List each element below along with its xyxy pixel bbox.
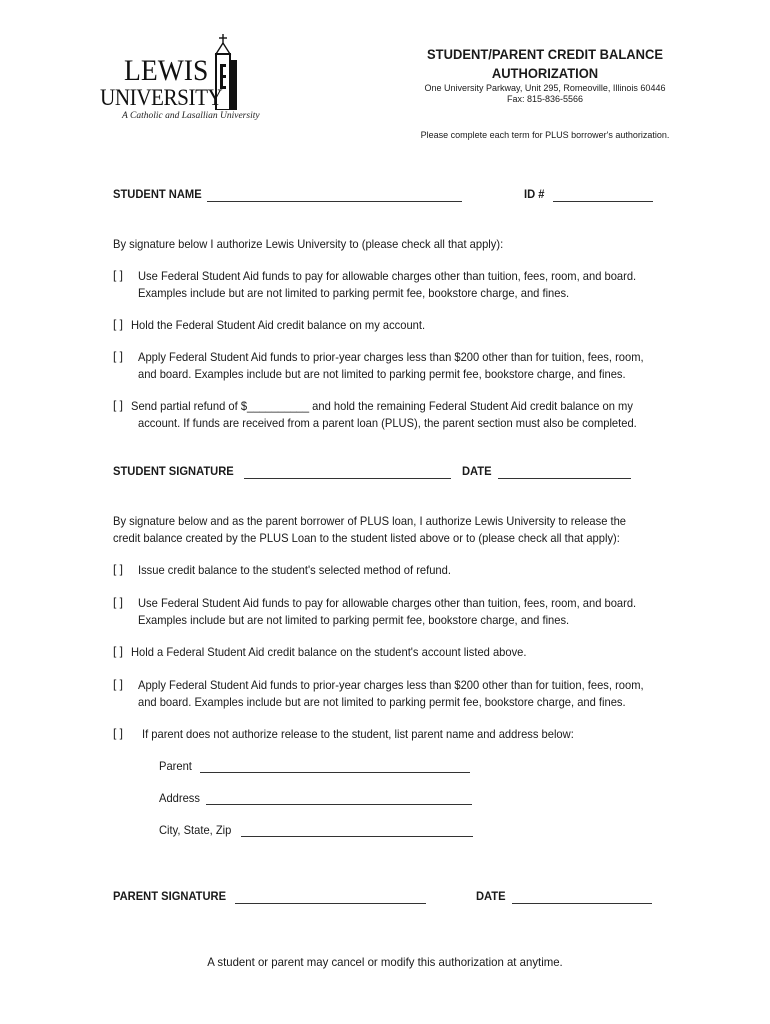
parent-option-5-line1: If parent does not authorize release to the student, list parent name and address below: [142, 727, 574, 741]
parent-option-3-line1: Hold a Federal Student Aid credit balance on the student's account listed above. [131, 645, 527, 659]
parent-address-label: Address [159, 791, 200, 805]
parent-city-label: City, State, Zip [159, 823, 232, 837]
student-option-2-checkbox[interactable]: [ ] [113, 317, 124, 331]
student-option-4-line2: account. If funds are received from a parent loan (PLUS), the parent section must also be completed. [138, 416, 637, 430]
form-title-line1: STUDENT/PARENT CREDIT BALANCE [427, 47, 663, 62]
parent-option-1-line1: Issue credit balance to the student's selected method of refund. [138, 563, 451, 577]
office-address: One University Parkway, Unit 295, Romeoville, Illinois 60446 [424, 83, 666, 93]
parent-option-2-line2: Examples include but are not limited to parking permit fee, bookstore charge, and fines. [138, 613, 570, 627]
parent-option-2-checkbox[interactable]: [ ] [113, 595, 124, 609]
student-option-4-checkbox[interactable]: [ ] [113, 398, 124, 412]
parent-date-label: DATE [476, 889, 506, 903]
student-id-field[interactable] [553, 201, 653, 202]
office-fax: Fax: 815-836-5566 [506, 94, 584, 104]
parent-intro-line1: By signature below and as the parent borrower of PLUS loan, I authorize Lewis University to release the [113, 514, 627, 528]
student-intro: By signature below I authorize Lewis University to (please check all that apply): [113, 237, 504, 251]
student-option-2-line1: Hold the Federal Student Aid credit balance on my account. [131, 318, 426, 332]
parent-city-field[interactable] [241, 836, 473, 837]
parent-option-4-line1: Apply Federal Student Aid funds to prior-year charges less than $200 other than for tuition, fees, room, [138, 678, 644, 692]
logo-wordmark-bottom: UNIVERSITY [100, 85, 223, 110]
parent-address-field[interactable] [206, 804, 472, 805]
student-option-4-line1: Send partial refund of $__________ and hold the remaining Federal Student Aid credit balance on my [131, 399, 633, 413]
student-date-label: DATE [462, 464, 492, 478]
parent-option-3-checkbox[interactable]: [ ] [113, 644, 124, 658]
student-option-1-checkbox[interactable]: [ ] [113, 268, 124, 282]
student-option-1-line2: Examples include but are not limited to parking permit fee, bookstore charge, and fines. [138, 286, 570, 300]
parent-option-4-line2: and board. Examples include but are not limited to parking permit fee, bookstore charge, and fines. [138, 695, 626, 709]
student-option-3-line1: Apply Federal Student Aid funds to prior-year charges less than $200 other than for tuition, fees, room, [138, 350, 644, 364]
parent-intro-line2: credit balance created by the PLUS Loan to the student listed above or to (please check all that apply): [113, 531, 620, 545]
header-note: Please complete each term for PLUS borrower's authorization. [420, 130, 670, 140]
student-id-label: ID # [524, 187, 545, 201]
student-signature-label: STUDENT SIGNATURE [113, 464, 234, 478]
parent-name-field[interactable] [200, 772, 470, 773]
university-logo [100, 34, 275, 124]
student-option-1-line1: Use Federal Student Aid funds to pay for allowable charges other than tuition, fees, room, and board. [138, 269, 637, 283]
parent-signature-field[interactable] [235, 903, 426, 904]
parent-option-1-checkbox[interactable]: [ ] [113, 562, 124, 576]
student-date-field[interactable] [498, 478, 631, 479]
parent-option-5-checkbox[interactable]: [ ] [113, 726, 124, 740]
logo-tagline: A Catholic and Lasallian University [122, 111, 260, 121]
student-name-label: STUDENT NAME [113, 187, 202, 201]
parent-date-field[interactable] [512, 903, 652, 904]
form-title-line2: AUTHORIZATION [491, 66, 599, 81]
parent-signature-label: PARENT SIGNATURE [113, 889, 227, 903]
logo-wordmark-top: LEWIS [124, 54, 209, 87]
student-option-3-line2: and board. Examples include but are not limited to parking permit fee, bookstore charge, and fines. [138, 367, 626, 381]
footer-note: A student or parent may cancel or modify this authorization at anytime. [207, 955, 563, 969]
parent-name-label: Parent [159, 759, 192, 773]
parent-option-4-checkbox[interactable]: [ ] [113, 677, 124, 691]
parent-option-2-line1: Use Federal Student Aid funds to pay for allowable charges other than tuition, fees, room, and board. [138, 596, 637, 610]
student-signature-field[interactable] [244, 478, 451, 479]
student-option-3-checkbox[interactable]: [ ] [113, 349, 124, 363]
student-name-field[interactable] [207, 201, 462, 202]
